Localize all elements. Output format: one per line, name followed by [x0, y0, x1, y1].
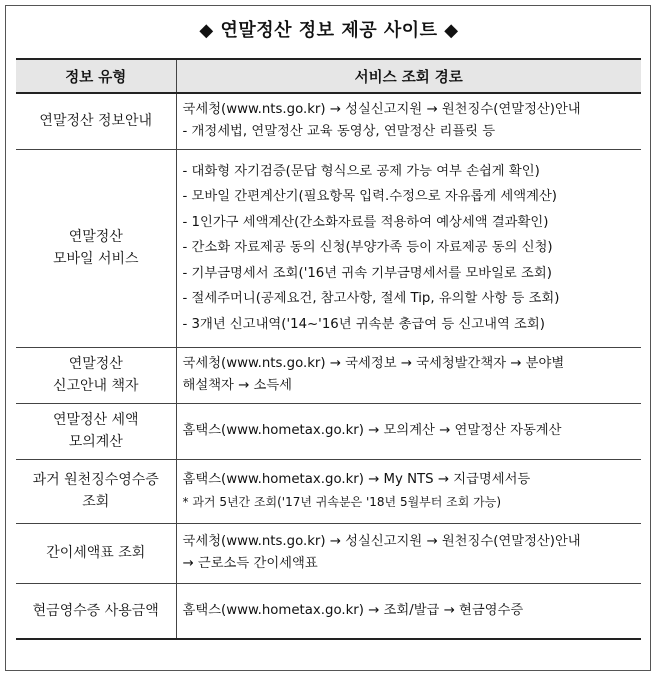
category-cell [16, 523, 176, 583]
category-cell [16, 347, 176, 403]
detail-cell [176, 149, 641, 347]
page-title: ◆ 연말정산 정보 제공 사이트 ◆ [199, 20, 459, 41]
table-row [16, 523, 641, 583]
detail-line: 홈택스(www.hometax.go.kr) → 조회/발급 → 현금영수증 [182, 602, 524, 618]
table-row [16, 403, 641, 459]
category-text: 신고안내 책자 [52, 378, 139, 394]
detail-line: - 대화형 자기검증(문답 형식으로 공제 가능 여부 손쉽게 확인) [182, 163, 540, 179]
detail-line: - 간소화 자료제공 동의 신청(부양가족 등이 자료제공 동의 신청) [182, 240, 553, 256]
detail-cell [176, 583, 641, 639]
detail-line: - 기부금명세서 조회('16년 귀속 기부금명세서를 모바일로 조회) [182, 265, 552, 281]
detail-cell [176, 459, 641, 523]
detail-line: 국세청(www.nts.go.kr) → 성실신고지원 → 원천징수(연말정산)안내 [182, 102, 581, 118]
detail-line: → 근로소득 간이세액표 [182, 556, 318, 571]
detail-line: 홈택스(www.hometax.go.kr) → 모의계산 → 연말정산 자동계산 [182, 423, 562, 438]
category-text: 간이세액표 조회 [46, 545, 146, 561]
category-cell [16, 459, 176, 523]
detail-line: 홈택스(www.hometax.go.kr) → My NTS → 지급명세서등 [182, 472, 531, 487]
info-table [16, 58, 641, 640]
detail-line: 국세청(www.nts.go.kr) → 국세정보 → 국세청발간책자 → 분야별 [182, 356, 565, 371]
detail-cell [176, 93, 641, 149]
detail-line: - 3개년 신고내역('14~'16년 귀속분 총급여 등 신고내역 조회) [182, 316, 545, 332]
category-cell [16, 403, 176, 459]
table-row [16, 583, 641, 639]
detail-cell [176, 403, 641, 459]
detail-line: - 1인가구 세액계산(간소화자료를 적용하여 예상세액 결과확인) [182, 214, 549, 230]
category-cell [16, 583, 176, 639]
category-cell [16, 93, 176, 149]
table-row [16, 459, 641, 523]
table-row [16, 347, 641, 403]
detail-line: - 절세주머니(공제요건, 참고사항, 절세 Tip, 유의할 사항 등 조회) [182, 291, 560, 307]
category-text: 조회 [82, 494, 110, 510]
category-text: 연말정산 세액 [52, 412, 139, 428]
category-text: 모의계산 [68, 434, 123, 450]
category-cell [16, 149, 176, 347]
detail-line: 국세청(www.nts.go.kr) → 성실신고지원 → 원천징수(연말정산)안내 [182, 534, 581, 549]
detail-note: * 과거 5년간 조회('17년 귀속분은 '18년 5월부터 조회 가능) [182, 495, 502, 509]
table-row [16, 93, 641, 149]
header-row [16, 59, 641, 93]
detail-cell [176, 523, 641, 583]
detail-line: - 모바일 간편계산기(필요항목 입력.수정으로 자유롭게 세액계산) [182, 189, 557, 205]
detail-line: - 개정세법, 연말정산 교육 동영상, 연말정산 리플릿 등 [182, 124, 496, 140]
header-info-type: 정보 유형 [16, 59, 176, 93]
detail-cell [176, 347, 641, 403]
detail-line: 해설책자 → 소득세 [182, 378, 293, 393]
category-text: 연말정산 [68, 356, 123, 372]
category-text: 과거 원천징수영수증 [32, 472, 159, 488]
category-text: 연말정산 정보안내 [39, 113, 153, 130]
category-text: 모바일 서비스 [52, 251, 139, 267]
table-row [16, 149, 641, 347]
category-text: 연말정산 [68, 229, 123, 245]
header-service-path: 서비스 조회 경로 [176, 59, 641, 93]
category-text: 현금영수증 사용금액 [32, 602, 159, 619]
